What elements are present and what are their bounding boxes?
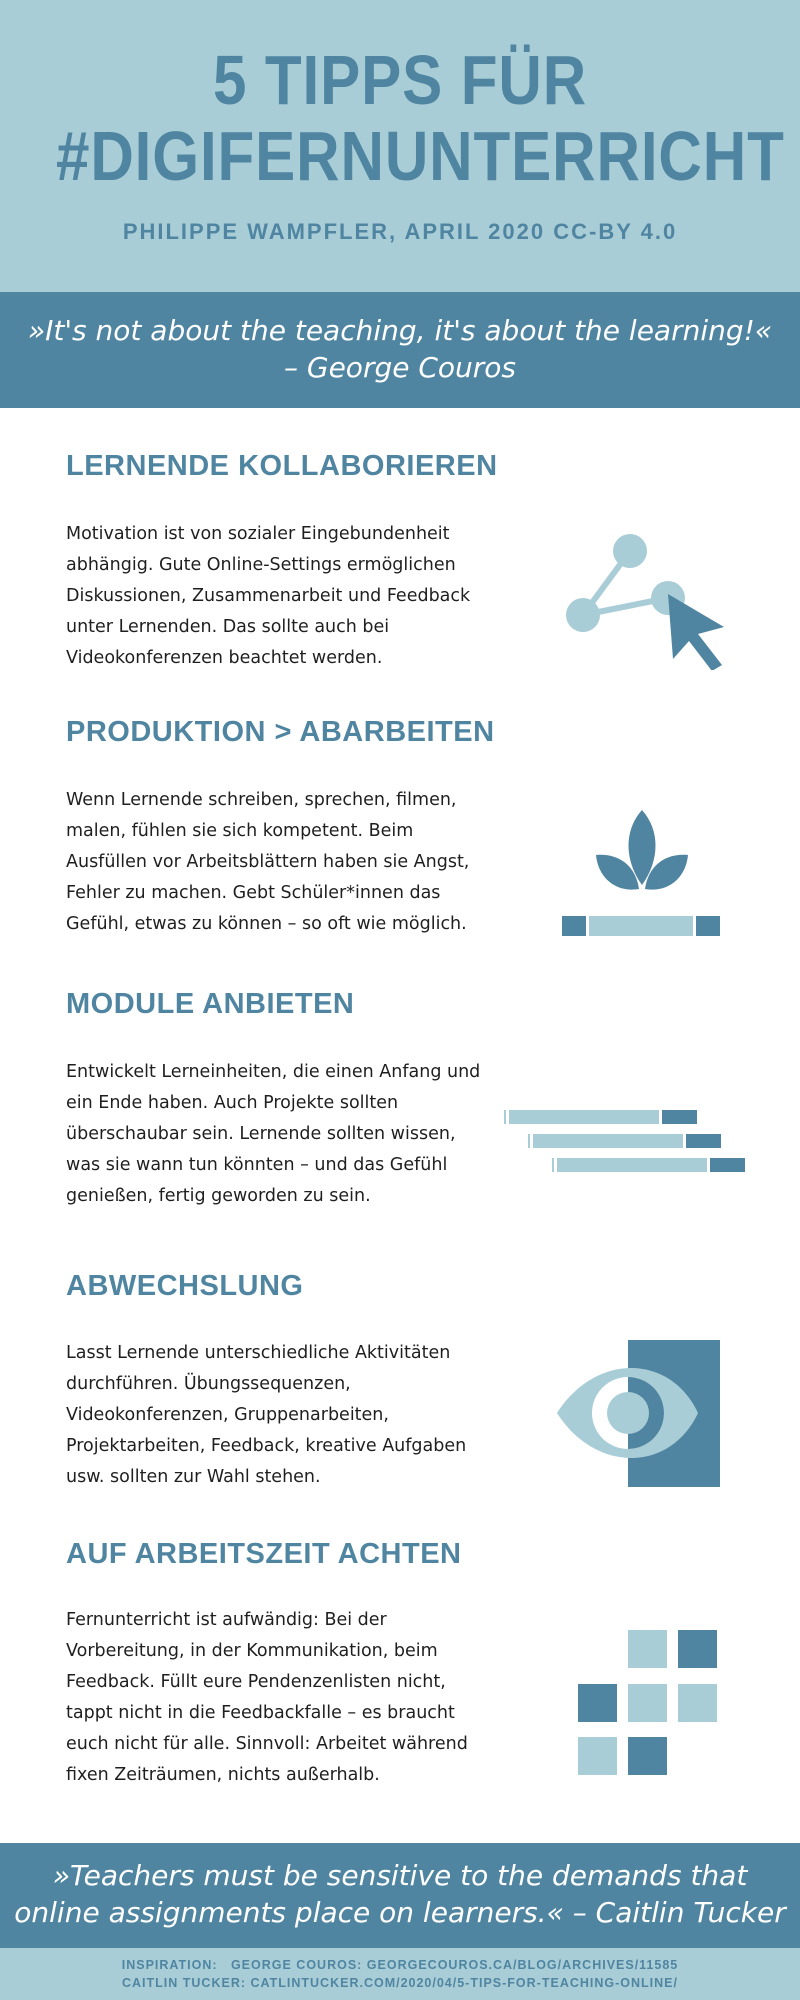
quote-top-text: »It's not about the teaching, it's about the learning!« – George Couros [27, 314, 773, 384]
progress-bars-icon [500, 1105, 750, 1180]
section-heading-collaborate: LERNENDE KOLLABORIEREN [66, 450, 498, 482]
eye-icon [555, 1338, 725, 1490]
plant-growth-icon [560, 805, 725, 940]
quote-bottom-band [0, 1843, 800, 1948]
footer-inspiration-line-1: INSPIRATION: GEORGE COUROS: GEORGECOUROS.CA/BLOG/ARCHIVES/11585 [121, 1958, 679, 1972]
section-text-modules: Entwickelt Lerneinheiten, die einen Anfang und ein Ende haben. Auch Projekte sollten überschaubar sein. Lernende sollten wissen, was sie wann tun könnten – und das Gefühl genießen, fertig geworden zu sein. [66, 1062, 481, 1206]
section-heading-worktime: AUF ARBEITSZEIT ACHTEN [66, 1538, 462, 1570]
calendar-grid-icon [575, 1625, 725, 1780]
header [0, 0, 800, 292]
section-heading-production: PRODUKTION > ABARBEITEN [66, 716, 495, 748]
title-line-1: 5 TIPPS FÜR [212, 41, 588, 119]
page-subtitle: PHILIPPE WAMPFLER, APRIL 2020 CC-BY 4.0 [122, 219, 678, 244]
section-text-variety: Lasst Lernende unterschiedliche Aktivitäten durchführen. Übungssequenzen, Videokonferenzen, Gruppenarbeiten, Projektarbeiten, Feedback, kreative Aufgaben usw. sollten zur Wahl stehen. [66, 1343, 467, 1487]
quote-top-band [0, 292, 800, 408]
section-text-collaborate: Motivation ist von sozialer Eingebundenheit abhängig. Gute Online-Settings ermöglichen Diskussionen, Zusammenarbeit und Feedback unter Lernenden. Das sollte auch bei Videokonferenzen beachtet werden. [66, 524, 471, 668]
title-line-2: #DIGIFERNUNTERRICHT [56, 117, 785, 195]
footer [0, 1948, 800, 2000]
network-cursor-icon [560, 530, 735, 670]
section-heading-variety: ABWECHSLUNG [66, 1270, 304, 1302]
section-text-worktime: Fernunterricht ist aufwändig: Bei der Vorbereitung, in der Kommunikation, beim Feedback. Füllt eure Pendenzenlisten nicht, tappt nicht in die Feedbackfalle – es braucht euch nicht für alle. Sinnvoll: Arbeitet während fixen Zeiträumen, nichts außerhalb. [66, 1610, 468, 1785]
footer-inspiration-line-2: CAITLIN TUCKER: CATLINTUCKER.COM/2020/04/5-TIPS-FOR-TEACHING-ONLINE/ [122, 1976, 678, 1990]
section-heading-modules: MODULE ANBIETEN [66, 988, 355, 1020]
page-title [56, 41, 785, 195]
quote-bottom-text: »Teachers must be sensitive to the demands that online assignments place on learners.« – Caitlin Tucker [14, 1859, 786, 1929]
section-text-production: Wenn Lernende schreiben, sprechen, filmen, malen, fühlen sie sich kompetent. Beim Ausfüllen vor Arbeitsblättern haben sie Angst, Fehler zu machen. Gebt Schüler*innen das Gefühl, etwas zu können – so oft wie möglich. [66, 790, 470, 934]
